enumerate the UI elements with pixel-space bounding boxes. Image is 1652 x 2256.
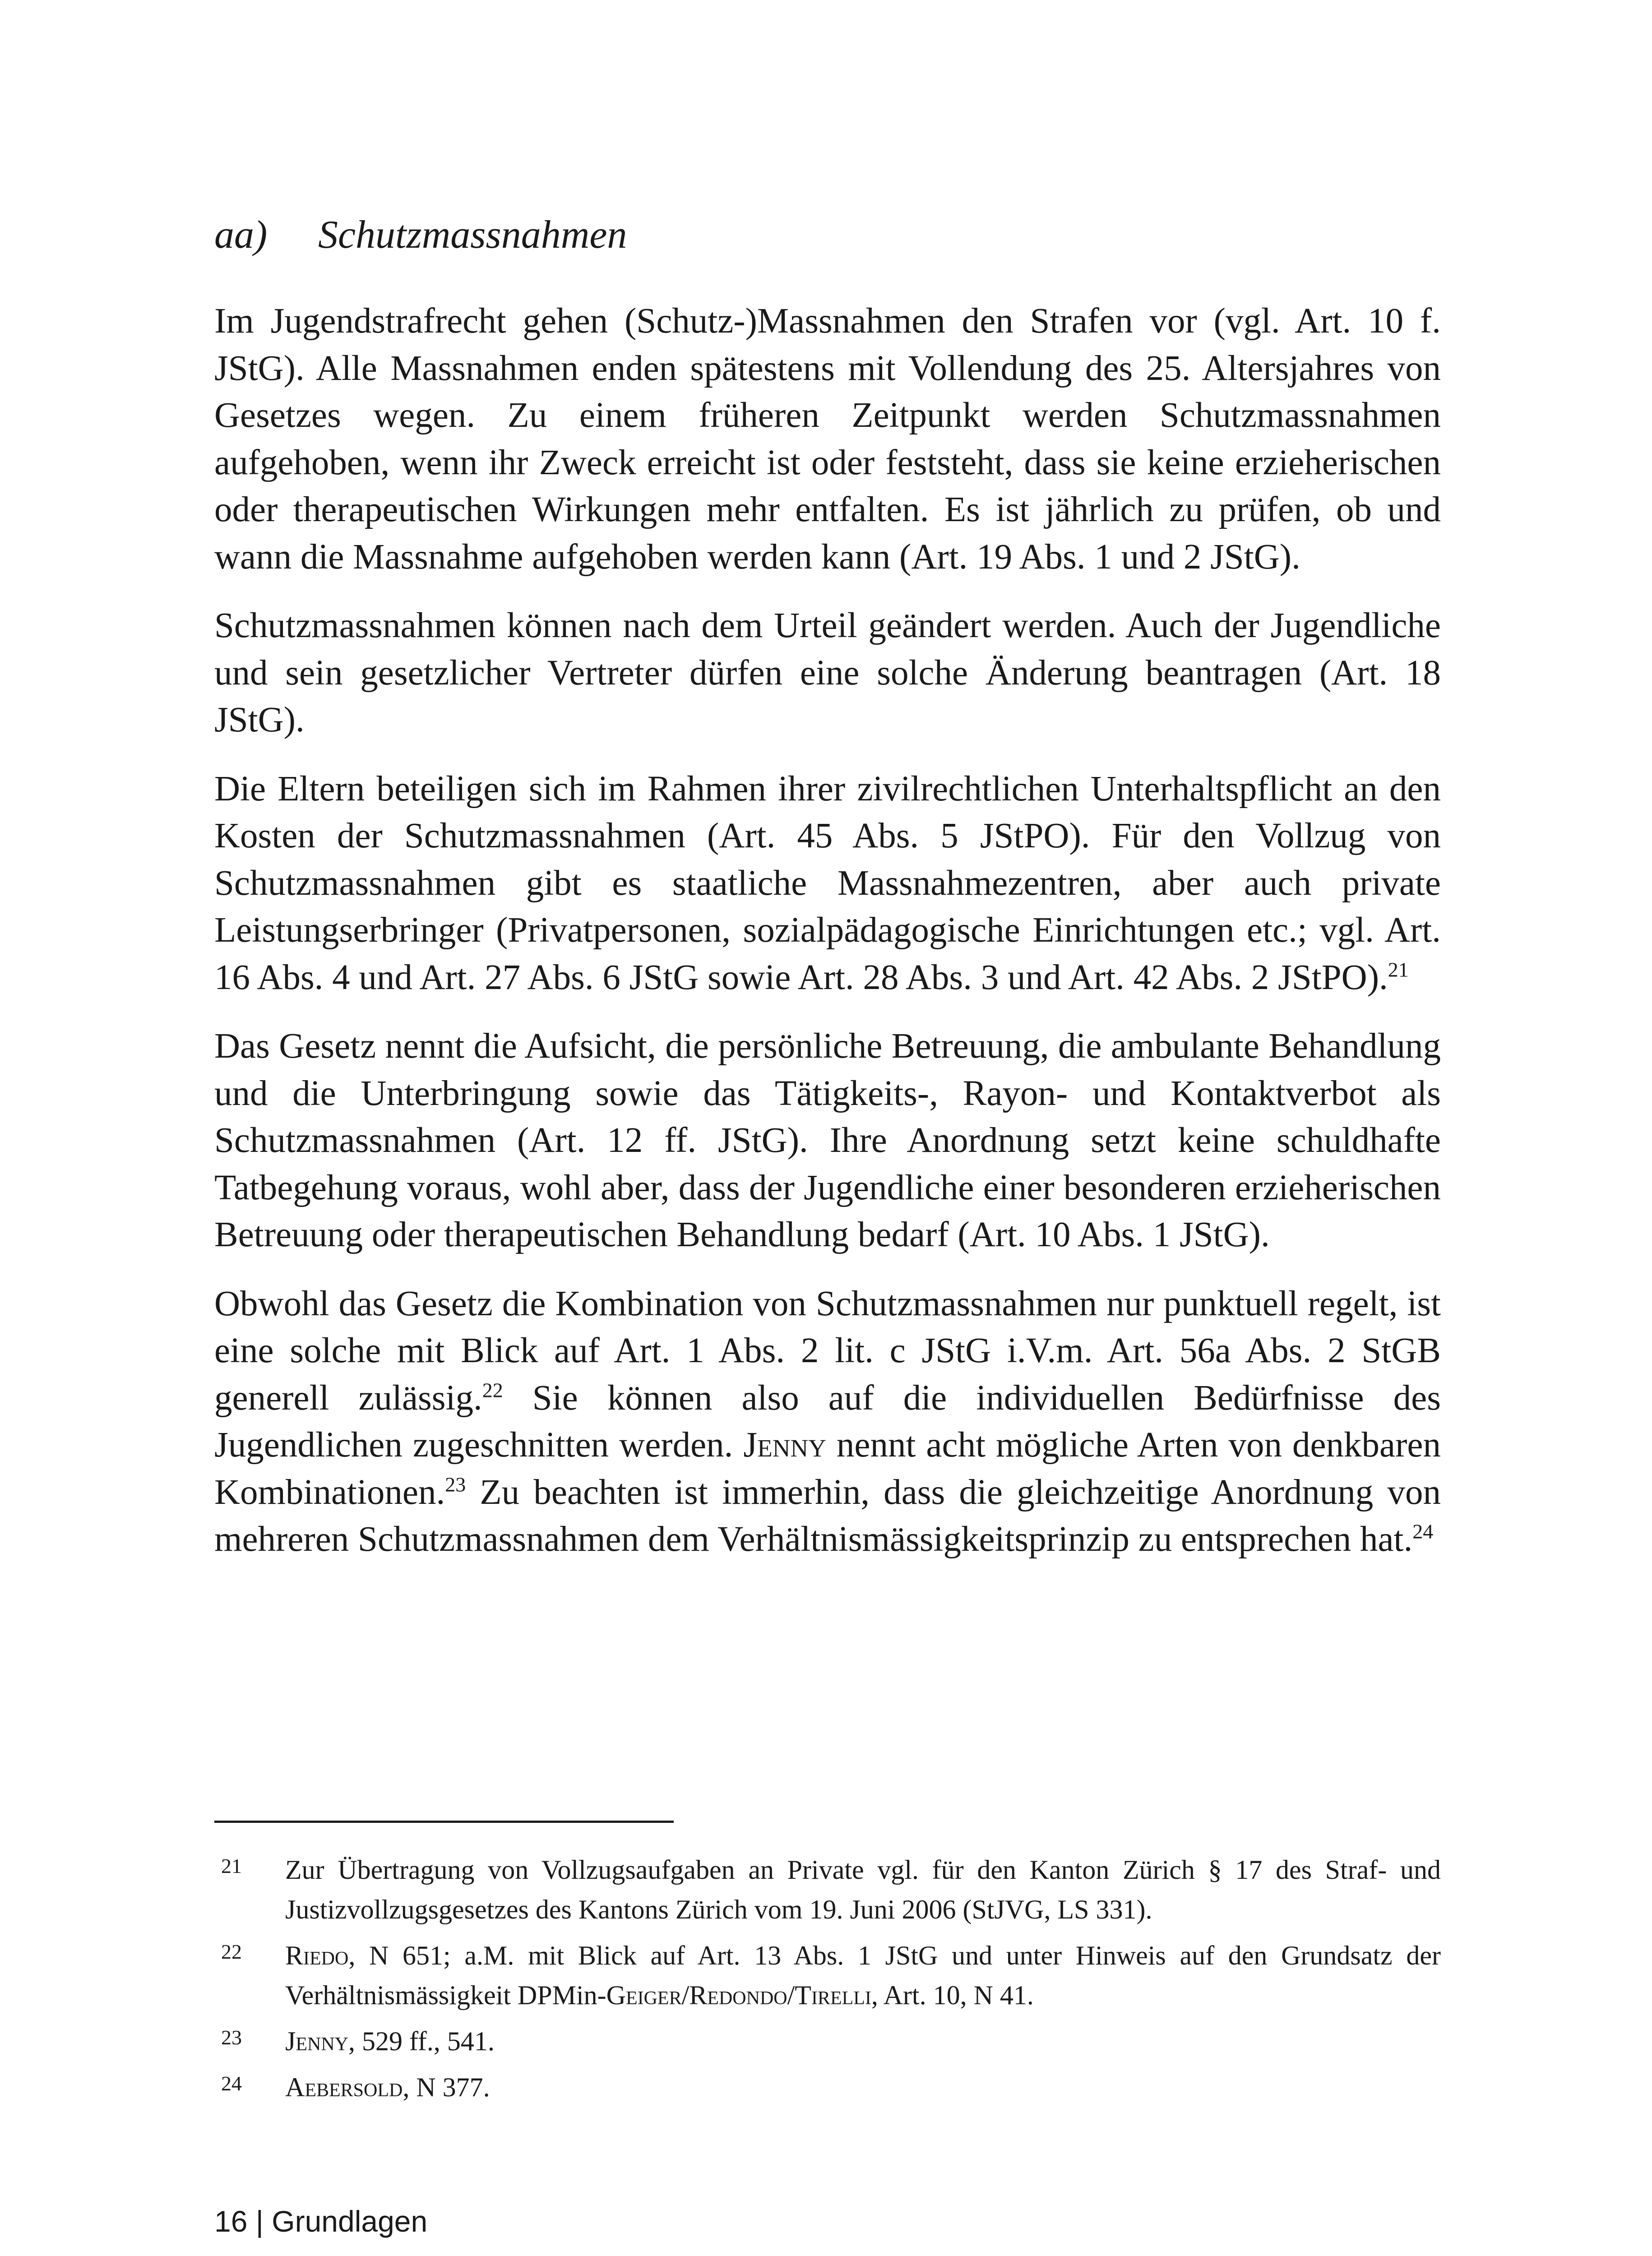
page-number: 16: [214, 2205, 248, 2238]
author-name: Geiger: [606, 1980, 682, 2010]
footnote-ref-23[interactable]: 23: [445, 1473, 466, 1496]
paragraph-2: Schutzmassnahmen können nach dem Urteil geändert werden. Auch der Jugendliche und sein gesetzlicher Vertreter dürfen eine solche Änderung beantragen (Art. 18 JStG).: [214, 606, 1441, 740]
paragraph-5-text-b: Sie können also auf die individuellen Bedürfnisse des Jugendlichen zugeschnitten werden.: [214, 1378, 1441, 1465]
footnote-text: Zur Übertragung von Vollzugsaufgaben an Private vgl. für den Kanton Zürich § 17 des Straf- und Justizvollzugsgesetzes des Kantons Zürich vom 19. Juni 2006 (StJVG, LS 331).: [285, 1855, 1441, 1924]
paragraph-5-text-c: nennt acht mögliche Arten von denkbaren Kombinationen.: [214, 1425, 1441, 1512]
footnote-divider: [214, 1821, 674, 1823]
author-name: Riedo: [285, 1941, 349, 1970]
author-name: Aebersold: [285, 2072, 403, 2102]
footnote-ref-21[interactable]: 21: [1388, 958, 1409, 981]
footnote-23: [214, 2021, 1441, 2061]
section-title: Schutzmassnahmen: [318, 213, 627, 257]
author-name: Jenny: [285, 2026, 348, 2056]
paragraph-1: Im Jugendstrafrecht gehen (Schutz-)Massnahmen den Strafen vor (vgl. Art. 10 f. JStG). Alle Massnahmen enden spätestens mit Vollendung des 25. Altersjahres von Gesetzes wegen. Zu einem früheren Zeitpunkt werden Schutzmassnahmen aufgehoben, wenn ihr Zweck erreicht ist oder feststeht, dass sie keine erzieherischen oder therapeutischen Wirkungen mehr entfalten. Es ist jährlich zu prüfen, ob und wann die Massnahme aufgehoben werden kann (Art. 19 Abs. 1 und 2 JStG).: [214, 301, 1441, 577]
footer-separator: |: [255, 2205, 264, 2238]
footnote-ref-22[interactable]: 22: [482, 1378, 503, 1402]
footnote-text: , N 651; a.M. mit Blick auf Art. 13 Abs. 1 JStG und unter Hinweis auf den Grundsatz der Verhältnismässigkeit DPMin-: [285, 1941, 1441, 2010]
paragraph-3-text: Die Eltern beteiligen sich im Rahmen ihrer zivilrechtlichen Unterhaltspflicht an den Kosten der Schutzmassnahmen (Art. 45 Abs. 5 JStPO). Für den Vollzug von Schutzmassnahmen gibt es staatliche Massnahmezentren, aber auch private Leistungserbringer (Privatpersonen, sozialpädagogische Einrichtungen etc.; vgl. Art. 16 Abs. 4 und Art. 27 Abs. 6 JStG sowie Art. 28 Abs. 3 und Art. 42 Abs. 2 JStPO).: [214, 769, 1441, 997]
footnote-number: 24: [221, 2072, 242, 2095]
footnote-number: 21: [221, 1854, 242, 1877]
author-separator: /: [787, 1980, 795, 2010]
paragraph-3: [214, 766, 1441, 1002]
footnote-text: , 529 ff., 541.: [348, 2026, 495, 2056]
section-name: Grundlagen: [272, 2205, 428, 2238]
body-text: [214, 298, 1441, 1585]
author-name: Jenny: [743, 1425, 826, 1465]
section-heading: [214, 212, 627, 258]
footnote-21: [214, 1850, 1441, 1929]
paragraph-5-text-d: Zu beachten ist immerhin, dass die gleichzeitige Anordnung von mehreren Schutzmassnahmen dem Verhältnismässigkeitsprinzip zu entsprechen hat.: [214, 1472, 1441, 1559]
footnote-22: [214, 1936, 1441, 2015]
paragraph-4: Das Gesetz nennt die Aufsicht, die persönliche Betreuung, die ambulante Behandlung und die Unterbringung sowie das Tätigkeits-, Rayon- und Kontaktverbot als Schutzmassnahmen (Art. 12 ff. JStG). Ihre Anordnung setzt keine schuldhafte Tatbegehung voraus, wohl aber, dass der Jugendliche einer besonderen erzieherischen Betreuung oder therapeutischen Behandlung bedarf (Art. 10 Abs. 1 JStG).: [214, 1026, 1441, 1254]
author-separator: /: [681, 1980, 689, 2010]
page-footer: [214, 2204, 427, 2238]
paragraph-5: [214, 1281, 1441, 1563]
footnote-text: , Art. 10, N 41.: [871, 1980, 1034, 2010]
footnote-text: , N 377.: [403, 2072, 490, 2102]
section-number: aa): [214, 213, 268, 257]
paragraph-5-text-a: Obwohl das Gesetz die Kombination von Schutzmassnahmen nur punktuell regelt, ist eine solche mit Blick auf Art. 1 Abs. 2 lit. c JStG i.V.m. Art. 56a Abs. 2 StGB generell zulässig.: [214, 1284, 1441, 1418]
author-name: Tirelli: [795, 1980, 871, 2010]
footnote-number: 23: [221, 2026, 242, 2049]
footnotes: [214, 1850, 1441, 2113]
footnote-ref-24[interactable]: 24: [1412, 1520, 1434, 1543]
footnote-number: 22: [221, 1940, 242, 1963]
footnote-24: [214, 2067, 1441, 2107]
author-name: Redondo: [689, 1980, 787, 2010]
